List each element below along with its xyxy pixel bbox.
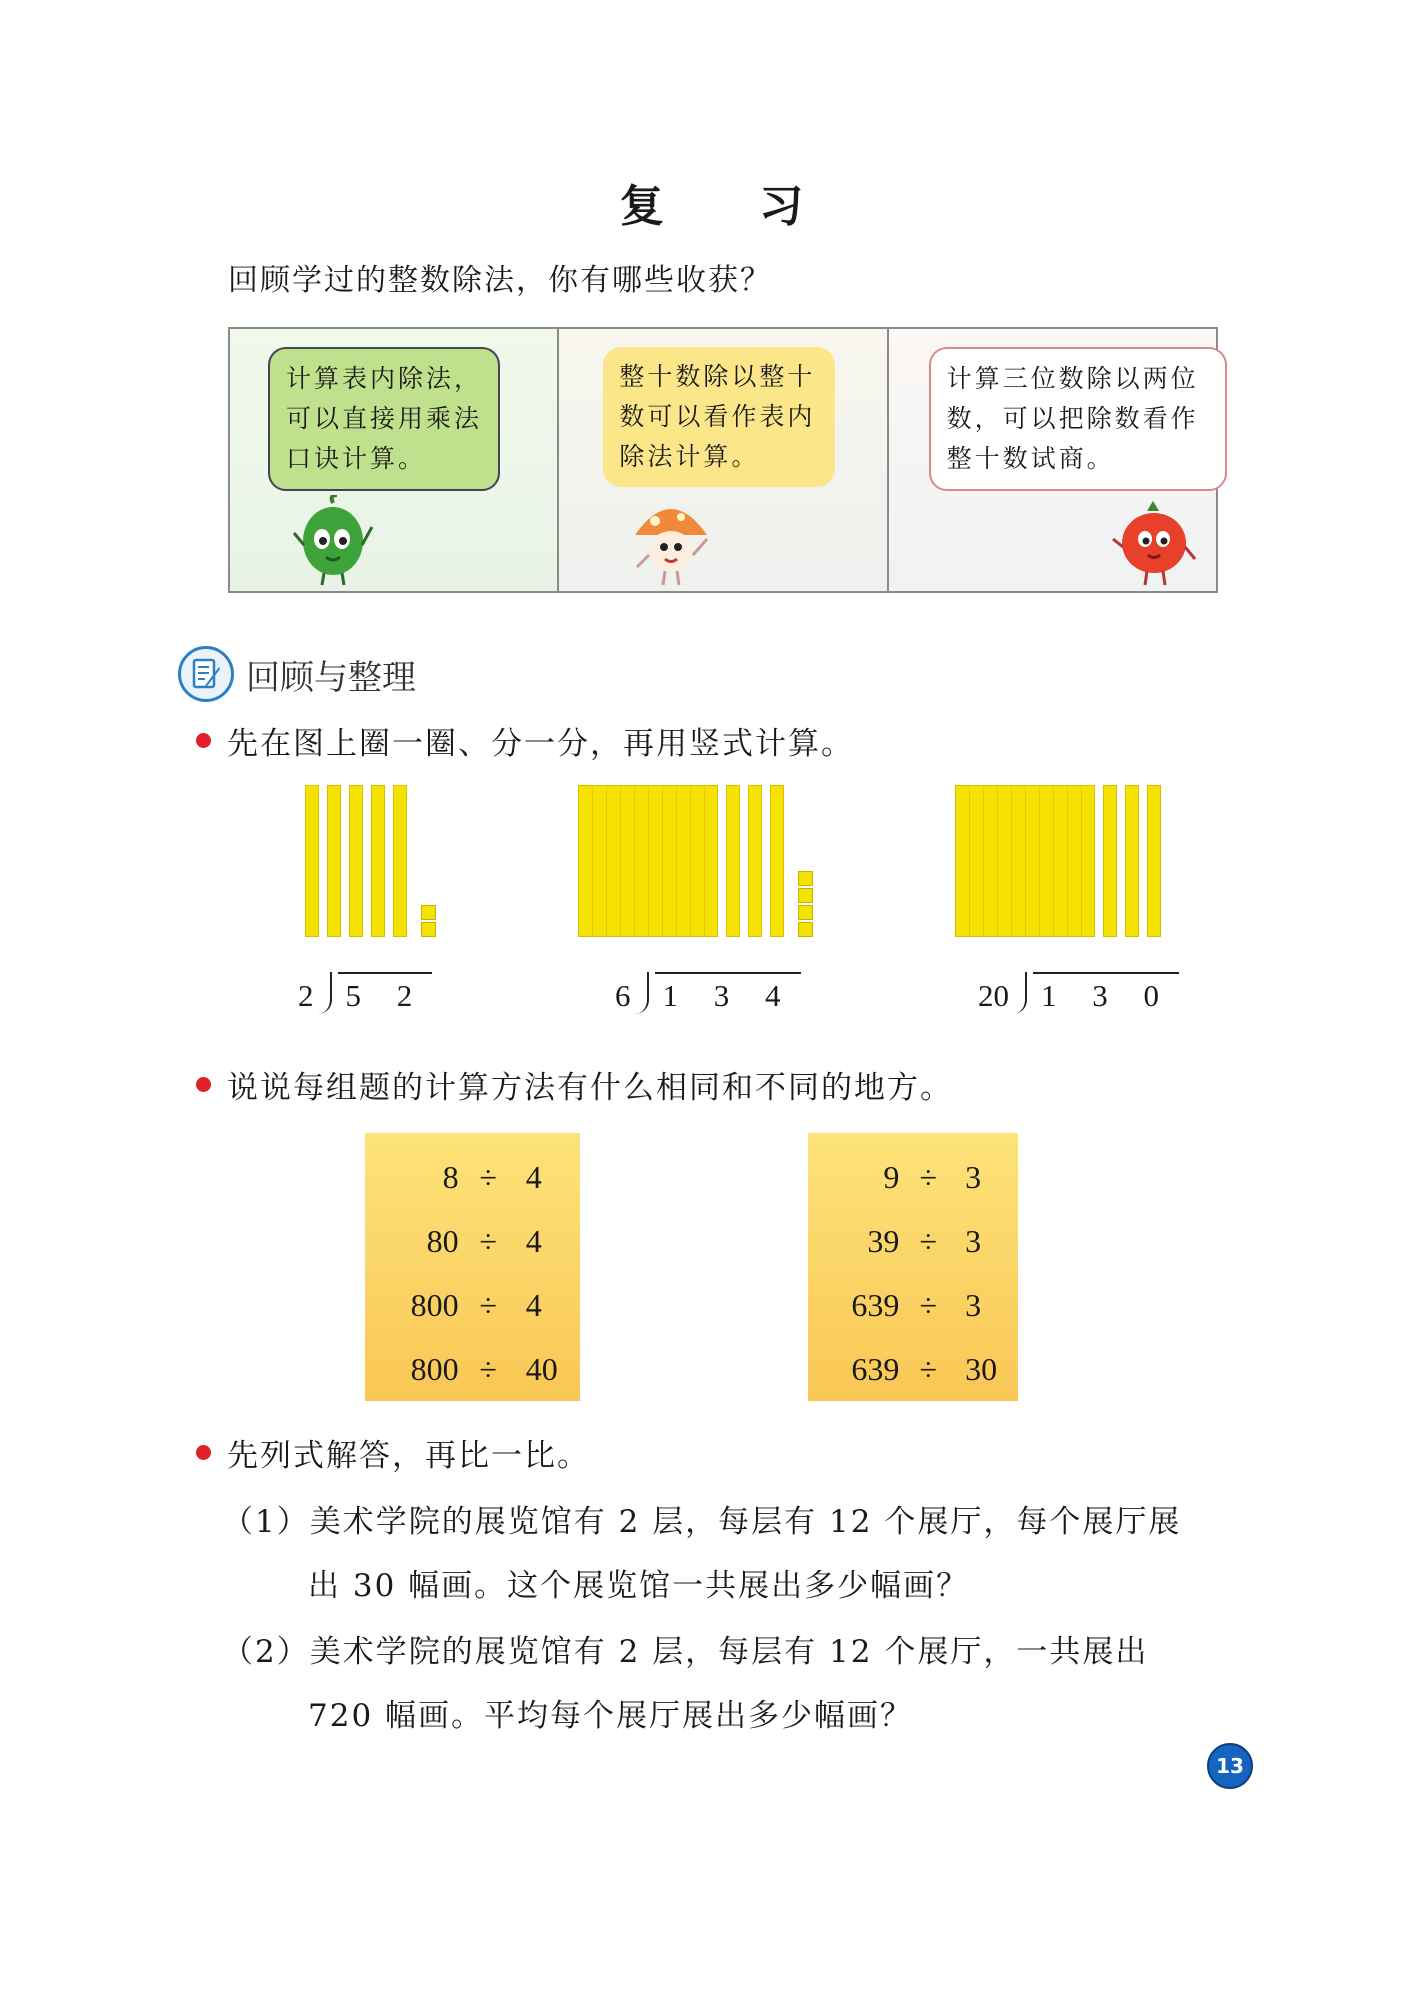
division-bracket bbox=[633, 972, 649, 1014]
operand: 800 bbox=[410, 1286, 459, 1323]
long-division-2 bbox=[615, 972, 801, 1014]
section-title: 回顾与整理 bbox=[246, 657, 416, 698]
problem-number: （1） bbox=[222, 1504, 310, 1540]
bullet-1 bbox=[196, 718, 854, 763]
tip-panel-2 bbox=[559, 329, 888, 591]
bullet-2-text: 说说每组题的计算方法有什么相同和不同的地方。 bbox=[227, 1070, 953, 1106]
mushroom-icon bbox=[621, 495, 721, 587]
bullet-2 bbox=[196, 1062, 953, 1107]
ten-rod bbox=[1147, 785, 1161, 937]
one-cube bbox=[421, 922, 436, 937]
divide-sign: ÷ bbox=[479, 1286, 497, 1323]
tip-panel-1 bbox=[230, 329, 559, 591]
divide-sign: ÷ bbox=[919, 1286, 938, 1323]
problem-text: 美术学院的展览馆有 2 层，每层有 12 个展厅，每个展厅展 bbox=[309, 1504, 1182, 1540]
one-cube bbox=[798, 871, 813, 886]
operand: 3 bbox=[965, 1222, 982, 1259]
ten-rod bbox=[349, 785, 363, 937]
operand: 800 bbox=[410, 1350, 459, 1387]
operand: 4 bbox=[525, 1286, 542, 1323]
block-group-52 bbox=[305, 785, 436, 937]
equation-row bbox=[808, 1209, 1018, 1273]
ten-rod bbox=[327, 785, 341, 937]
divide-sign: ÷ bbox=[919, 1158, 938, 1195]
dividend: 5 2 bbox=[338, 972, 433, 1014]
ten-rod bbox=[770, 785, 784, 937]
operand: 39 bbox=[867, 1222, 900, 1259]
ten-rod bbox=[1103, 785, 1117, 937]
ten-rod bbox=[371, 785, 385, 937]
one-cube bbox=[798, 905, 813, 920]
speech-bubble-3: 计算三位数除以两位数，可以把除数看作整十数试商。 bbox=[929, 347, 1227, 491]
intro-question: 回顾学过的整数除法，你有哪些收获？ bbox=[228, 263, 772, 298]
division-bracket bbox=[1011, 972, 1027, 1014]
equation-card-1 bbox=[365, 1133, 580, 1401]
hundred-flat bbox=[955, 785, 1095, 937]
operand: 3 bbox=[965, 1158, 982, 1195]
equation-row bbox=[808, 1337, 1018, 1401]
operand: 80 bbox=[426, 1222, 459, 1259]
speech-bubble-2: 整十数除以整十数可以看作表内除法计算。 bbox=[603, 347, 835, 487]
bullet-3-text: 先列式解答，再比一比。 bbox=[227, 1438, 590, 1474]
problem-1 bbox=[222, 1490, 1181, 1618]
equation-card-2 bbox=[808, 1133, 1018, 1401]
bullet-1-text: 先在图上圈一圈、分一分，再用竖式计算。 bbox=[227, 726, 854, 762]
operand: 9 bbox=[883, 1158, 900, 1195]
divide-sign: ÷ bbox=[919, 1350, 938, 1387]
long-division-1 bbox=[298, 972, 432, 1014]
problem-text: 美术学院的展览馆有 2 层，每层有 12 个展厅，一共展出 bbox=[309, 1634, 1149, 1670]
ten-rod bbox=[748, 785, 762, 937]
division-bracket bbox=[316, 972, 332, 1014]
notebook-pencil-icon bbox=[178, 646, 234, 702]
operand: 3 bbox=[965, 1286, 982, 1323]
equation-row bbox=[365, 1209, 580, 1273]
problem-text-cont: 720 幅画。平均每个展厅展出多少幅画？ bbox=[308, 1698, 914, 1734]
operand: 4 bbox=[525, 1222, 542, 1259]
divisor: 6 bbox=[615, 978, 631, 1013]
operand: 30 bbox=[965, 1350, 998, 1387]
bullet-dot bbox=[196, 1445, 211, 1460]
ten-rod bbox=[305, 785, 319, 937]
hundred-flat bbox=[578, 785, 718, 937]
operand: 4 bbox=[525, 1158, 542, 1195]
green-pepper-icon bbox=[288, 495, 378, 587]
block-group-134 bbox=[578, 785, 813, 937]
divide-sign: ÷ bbox=[919, 1222, 938, 1259]
page-number-badge: 13 bbox=[1207, 1743, 1253, 1789]
one-cube bbox=[798, 922, 813, 937]
equation-row bbox=[365, 1337, 580, 1401]
operand: 40 bbox=[525, 1350, 558, 1387]
divide-sign: ÷ bbox=[479, 1222, 497, 1259]
divide-sign: ÷ bbox=[479, 1158, 497, 1195]
page-title: 复 习 bbox=[619, 181, 844, 232]
divisor: 20 bbox=[978, 978, 1009, 1013]
equation-row bbox=[808, 1273, 1018, 1337]
ten-rod bbox=[1125, 785, 1139, 937]
one-cube bbox=[798, 888, 813, 903]
problem-number: （2） bbox=[222, 1634, 310, 1670]
long-division-3 bbox=[978, 972, 1179, 1014]
dividend: 1 3 4 bbox=[655, 972, 801, 1014]
ten-rod bbox=[393, 785, 407, 937]
dividend: 1 3 0 bbox=[1033, 972, 1179, 1014]
equation-row bbox=[365, 1145, 580, 1209]
operand: 8 bbox=[442, 1158, 459, 1195]
section-header bbox=[178, 646, 416, 702]
bullet-3 bbox=[196, 1430, 590, 1475]
problem-2 bbox=[222, 1620, 1148, 1748]
tomato-icon bbox=[1109, 499, 1199, 587]
block-group-130 bbox=[955, 785, 1169, 937]
bullet-dot bbox=[196, 733, 211, 748]
tip-panel-3 bbox=[889, 329, 1216, 591]
bullet-dot bbox=[196, 1077, 211, 1092]
ten-rod bbox=[726, 785, 740, 937]
one-cube bbox=[421, 905, 436, 920]
divisor: 2 bbox=[298, 978, 314, 1013]
speech-bubble-1: 计算表内除法，可以直接用乘法口诀计算。 bbox=[268, 347, 500, 491]
equation-row bbox=[365, 1273, 580, 1337]
equation-row bbox=[808, 1145, 1018, 1209]
problem-text-cont: 出 30 幅画。这个展览馆一共展出多少幅画？ bbox=[308, 1568, 970, 1604]
operand: 639 bbox=[851, 1286, 900, 1323]
tips-panel-row bbox=[228, 327, 1218, 593]
divide-sign: ÷ bbox=[479, 1350, 497, 1387]
operand: 639 bbox=[851, 1350, 900, 1387]
